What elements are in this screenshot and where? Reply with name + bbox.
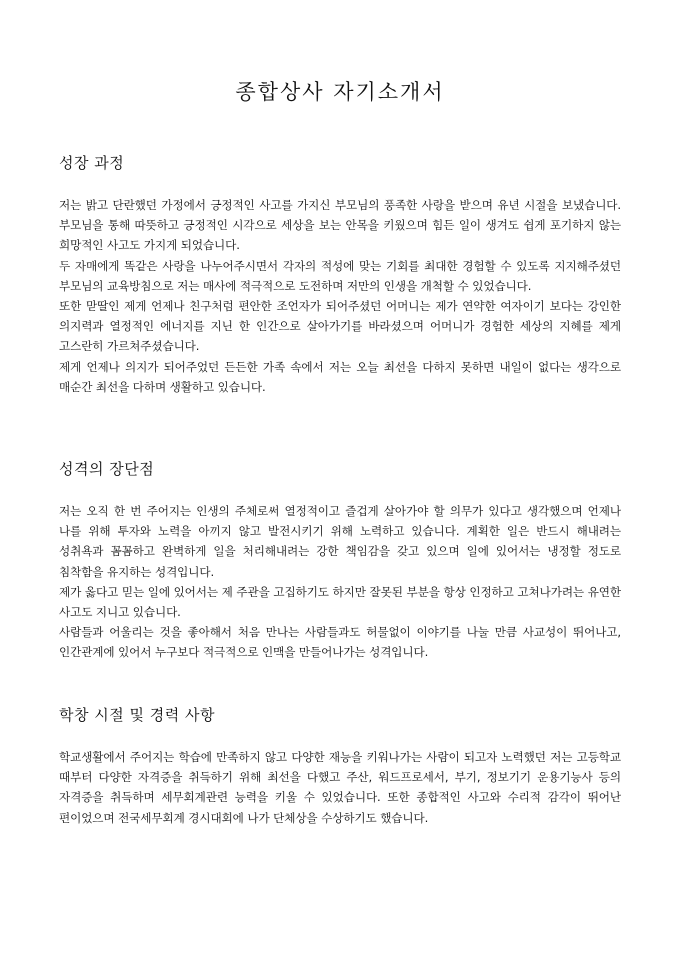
paragraph: 두 자매에게 똑같은 사랑을 나누어주시면서 각자의 적성에 맞는 기회를 최대한 경험할 수 있도록 지지해주셨던 부모님의 교육방침으로 저는 매사에 적극적으로 도전하며 저만의 인생을 개척할 수 있었습니다. [59,258,621,293]
paragraph: 사람들과 어울리는 것을 좋아해서 처음 만나는 사람들과도 허물없이 이야기를 나눌 만큼 사교성이 뛰어나고, 인간관계에 있어서 누구보다 적극적으로 인맥을 만들어나가는 성격입니다. [59,625,621,660]
section-personality [59,458,621,663]
paragraph: 학교생활에서 주어지는 학습에 만족하지 않고 다양한 재능을 키워나가는 사람이 되고자 노력했던 저는 고등학교 때부터 다양한 자격증을 취득하기 위해 최선을 다했고 주산, 워드프로세서, 부기, 정보기기 운용기능사 등의 자격증을 취득하며 세무회계관련 능력을 키울 수 있었습니다. 또한 종합적인 사고와 수리적 감각이 뛰어난 편이었으며 전국세무회계 경시대회에 나가 단체상을 수상하기도 했습니다. [59,750,621,825]
section-growth [59,152,621,397]
paragraph: 또한 맏딸인 제게 언제나 친구처럼 편안한 조언자가 되어주셨던 어머니는 제가 연약한 여자이기 보다는 강인한 의지력과 열정적인 에너지를 지닌 한 인간으로 살아가기를 바라셨으며 어머니가 경험한 세상의 지혜를 제게 고스란히 가르쳐주셨습니다. [59,299,621,354]
section-heading: 성장 과정 [59,154,125,172]
section-body [59,747,621,828]
paragraph: 제가 옳다고 믿는 일에 있어서는 제 주관을 고집하기도 하지만 잘못된 부분을 항상 인정하고 고쳐나가려는 유연한 사고도 지니고 있습니다. [59,584,621,620]
section-education-career [59,704,621,828]
document-title: 종합상사 자기소개서 [235,80,445,104]
section-body [59,195,621,397]
paragraph: 저는 밝고 단란했던 가정에서 긍정적인 사고를 가지신 부모님의 풍족한 사랑을 받으며 유년 시절을 보냈습니다. 부모님을 통해 따뜻하고 긍정적인 시각으로 세상을 보는 안목을 키웠으며 힘든 일이 생겨도 쉽게 포기하지 않는 희망적인 사고도 가지게 되었습니다. [59,198,621,253]
section-heading: 학창 시절 및 경력 사항 [59,706,215,724]
paragraph: 저는 오직 한 번 주어지는 인생의 주체로써 열정적이고 즐겁게 살아가야 할 의무가 있다고 생각했으며 언제나 나를 위해 투자와 노력을 아끼지 않고 발전시키기 위해 노력하고 있습니다. 계획한 일은 반드시 해내려는 성취욕과 꼼꼼하고 완벽하게 일을 처리해내려는 강한 책임감을 갖고 있으며 일에 있어서는 냉정할 정도로 침착함을 유지하는 성격입니다. [59,504,621,579]
section-heading: 성격의 장단점 [59,460,155,478]
paragraph: 제게 언제나 의지가 되어주었던 든든한 가족 속에서 저는 오늘 최선을 다하지 못하면 내일이 없다는 생각으로 매순간 최선을 다하며 생활하고 있습니다. [59,359,621,394]
section-body [59,501,621,663]
